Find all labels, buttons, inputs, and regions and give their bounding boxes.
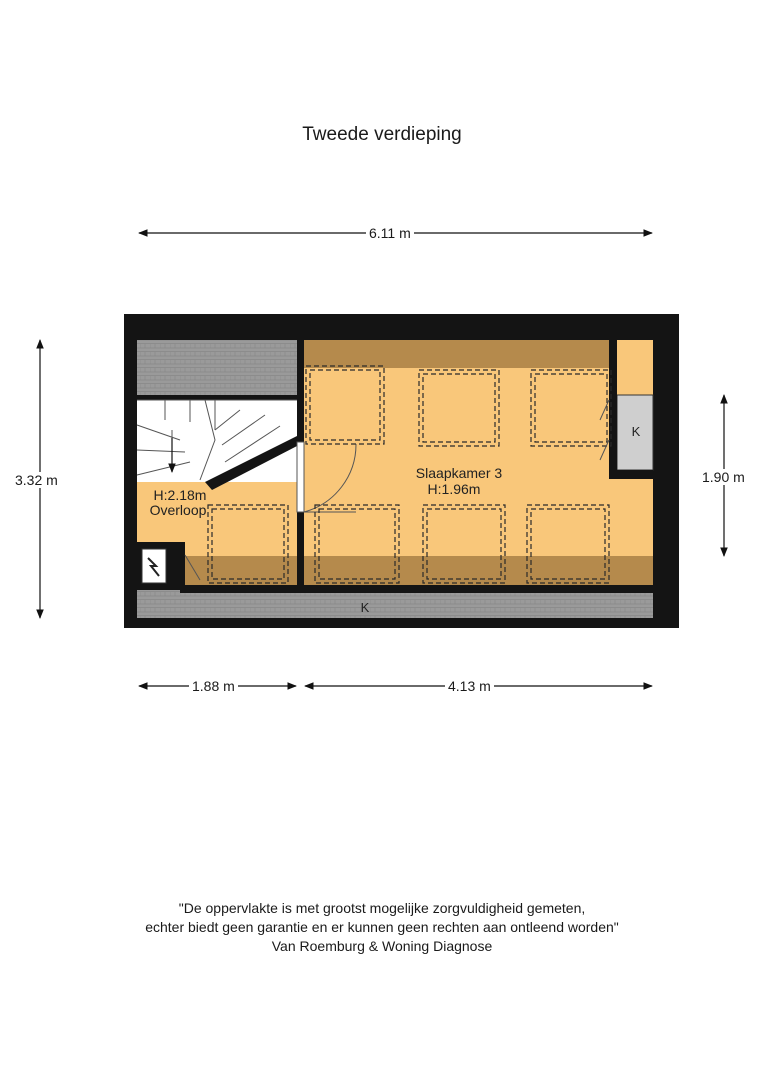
disclaimer-line-2: echter biedt geen garantie en er kunnen geen rechten aan ontleend worden" [145,919,619,935]
stair-area [137,400,297,482]
landing-name: Overloop [149,502,207,518]
dim-right-width: 4.13 m [445,678,494,694]
floor-title: Tweede verdieping [302,124,462,145]
dim-left-width: 1.88 m [189,678,238,694]
landing-height: H:2.18m [153,487,207,503]
wall-segment [609,340,617,470]
disclaimer-line-1: "De oppervlakte is met grootst mogelijke zorgvuldigheid gemeten, [178,900,586,916]
landing-slope [180,556,297,585]
wall-segment [609,470,653,479]
roof-bottom [180,593,653,618]
bottom-wall [180,585,653,593]
roof-top-left [137,340,297,395]
dim-room-height: 1.90 m [699,469,748,485]
closet-label-top-right: K [631,424,641,439]
closet-label-bottom: K [360,600,370,615]
door-frame [297,442,304,512]
bedroom-name: Slaapkamer 3 [415,465,503,481]
dim-total-height: 3.32 m [12,472,61,488]
disclaimer [0,899,764,956]
disclaimer-company: Van Roemburg & Woning Diagnose [271,938,493,954]
bedroom-height: H:1.96m [427,481,481,497]
bedroom-slope-top [304,340,614,368]
bedroom-floor [304,340,653,585]
bedroom-slope-bottom [304,556,653,585]
dim-total-width: 6.11 m [366,225,414,241]
